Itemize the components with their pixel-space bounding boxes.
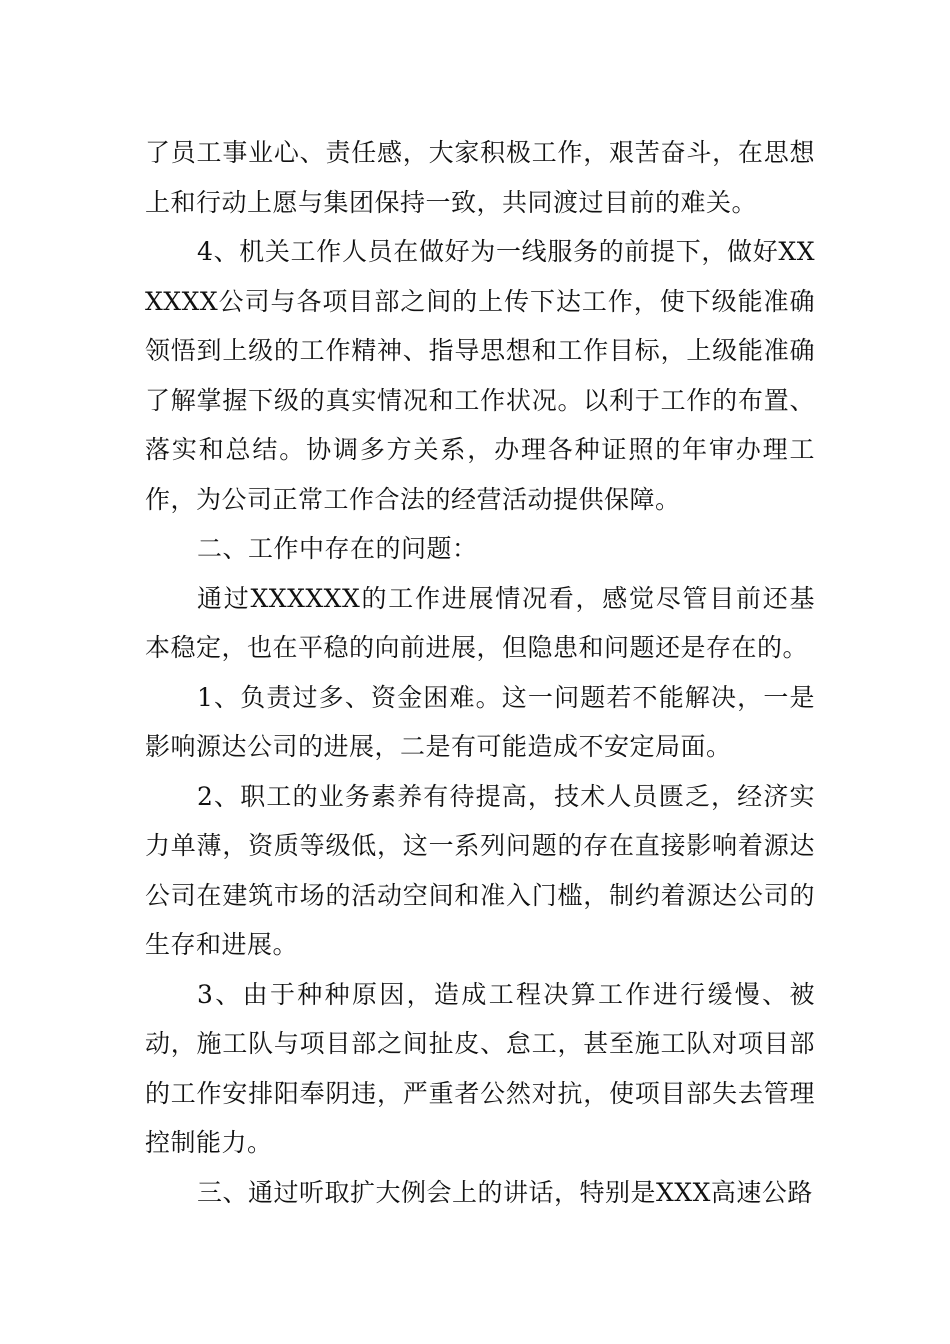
paragraph-problem-3: 3、由于种种原因，造成工程决算工作进行缓慢、被动，施工队与项目部之间扯皮、怠工，甚至施工队对项目部的工作安排阳奉阴违，严重者公然对抗，使项目部失去管理控制能力。 bbox=[145, 979, 815, 1157]
paragraph-continuation: 了员工事业心、责任感，大家积极工作，艰苦奋斗，在思想上和行动上愿与集团保持一致，共同渡过目前的难关。 bbox=[145, 138, 815, 217]
section-heading-three: 三、通过听取扩大例会上的讲话，特别是XXX高速公路 bbox=[197, 1177, 813, 1207]
paragraph-item-4: 4、机关工作人员在做好为一线服务的前提下，做好XXXXXX公司与各项目部之间的上传下达工作，使下级能准确领悟到上级的工作精神、指导思想和工作目标，上级能准确了解掌握下级的真实情况和工作状况。以利于工作的布置、落实和总结。协调多方关系，办理各种证照的年审办理工作，为公司正常工作合法的经营活动提供保障。 bbox=[145, 237, 815, 514]
paragraph-problem-2: 2、职工的业务素养有待提高，技术人员匮乏，经济实力单薄，资质等级低，这一系列问题的存在直接影响着源达公司在建筑市场的活动空间和准入门槛，制约着源达公司的生存和进展。 bbox=[145, 781, 815, 959]
section-heading-problems: 二、工作中存在的问题： bbox=[197, 534, 478, 563]
paragraph-problem-1: 1、负责过多、资金困难。这一问题若不能解决，一是影响源达公司的进展，二是有可能造成不安定局面。 bbox=[145, 682, 815, 761]
paragraph-overview: 通过XXXXXX的工作进展情况看，感觉尽管目前还基本稳定，也在平稳的向前进展，但隐患和问题还是存在的。 bbox=[145, 583, 815, 662]
document-body bbox=[145, 128, 815, 1217]
